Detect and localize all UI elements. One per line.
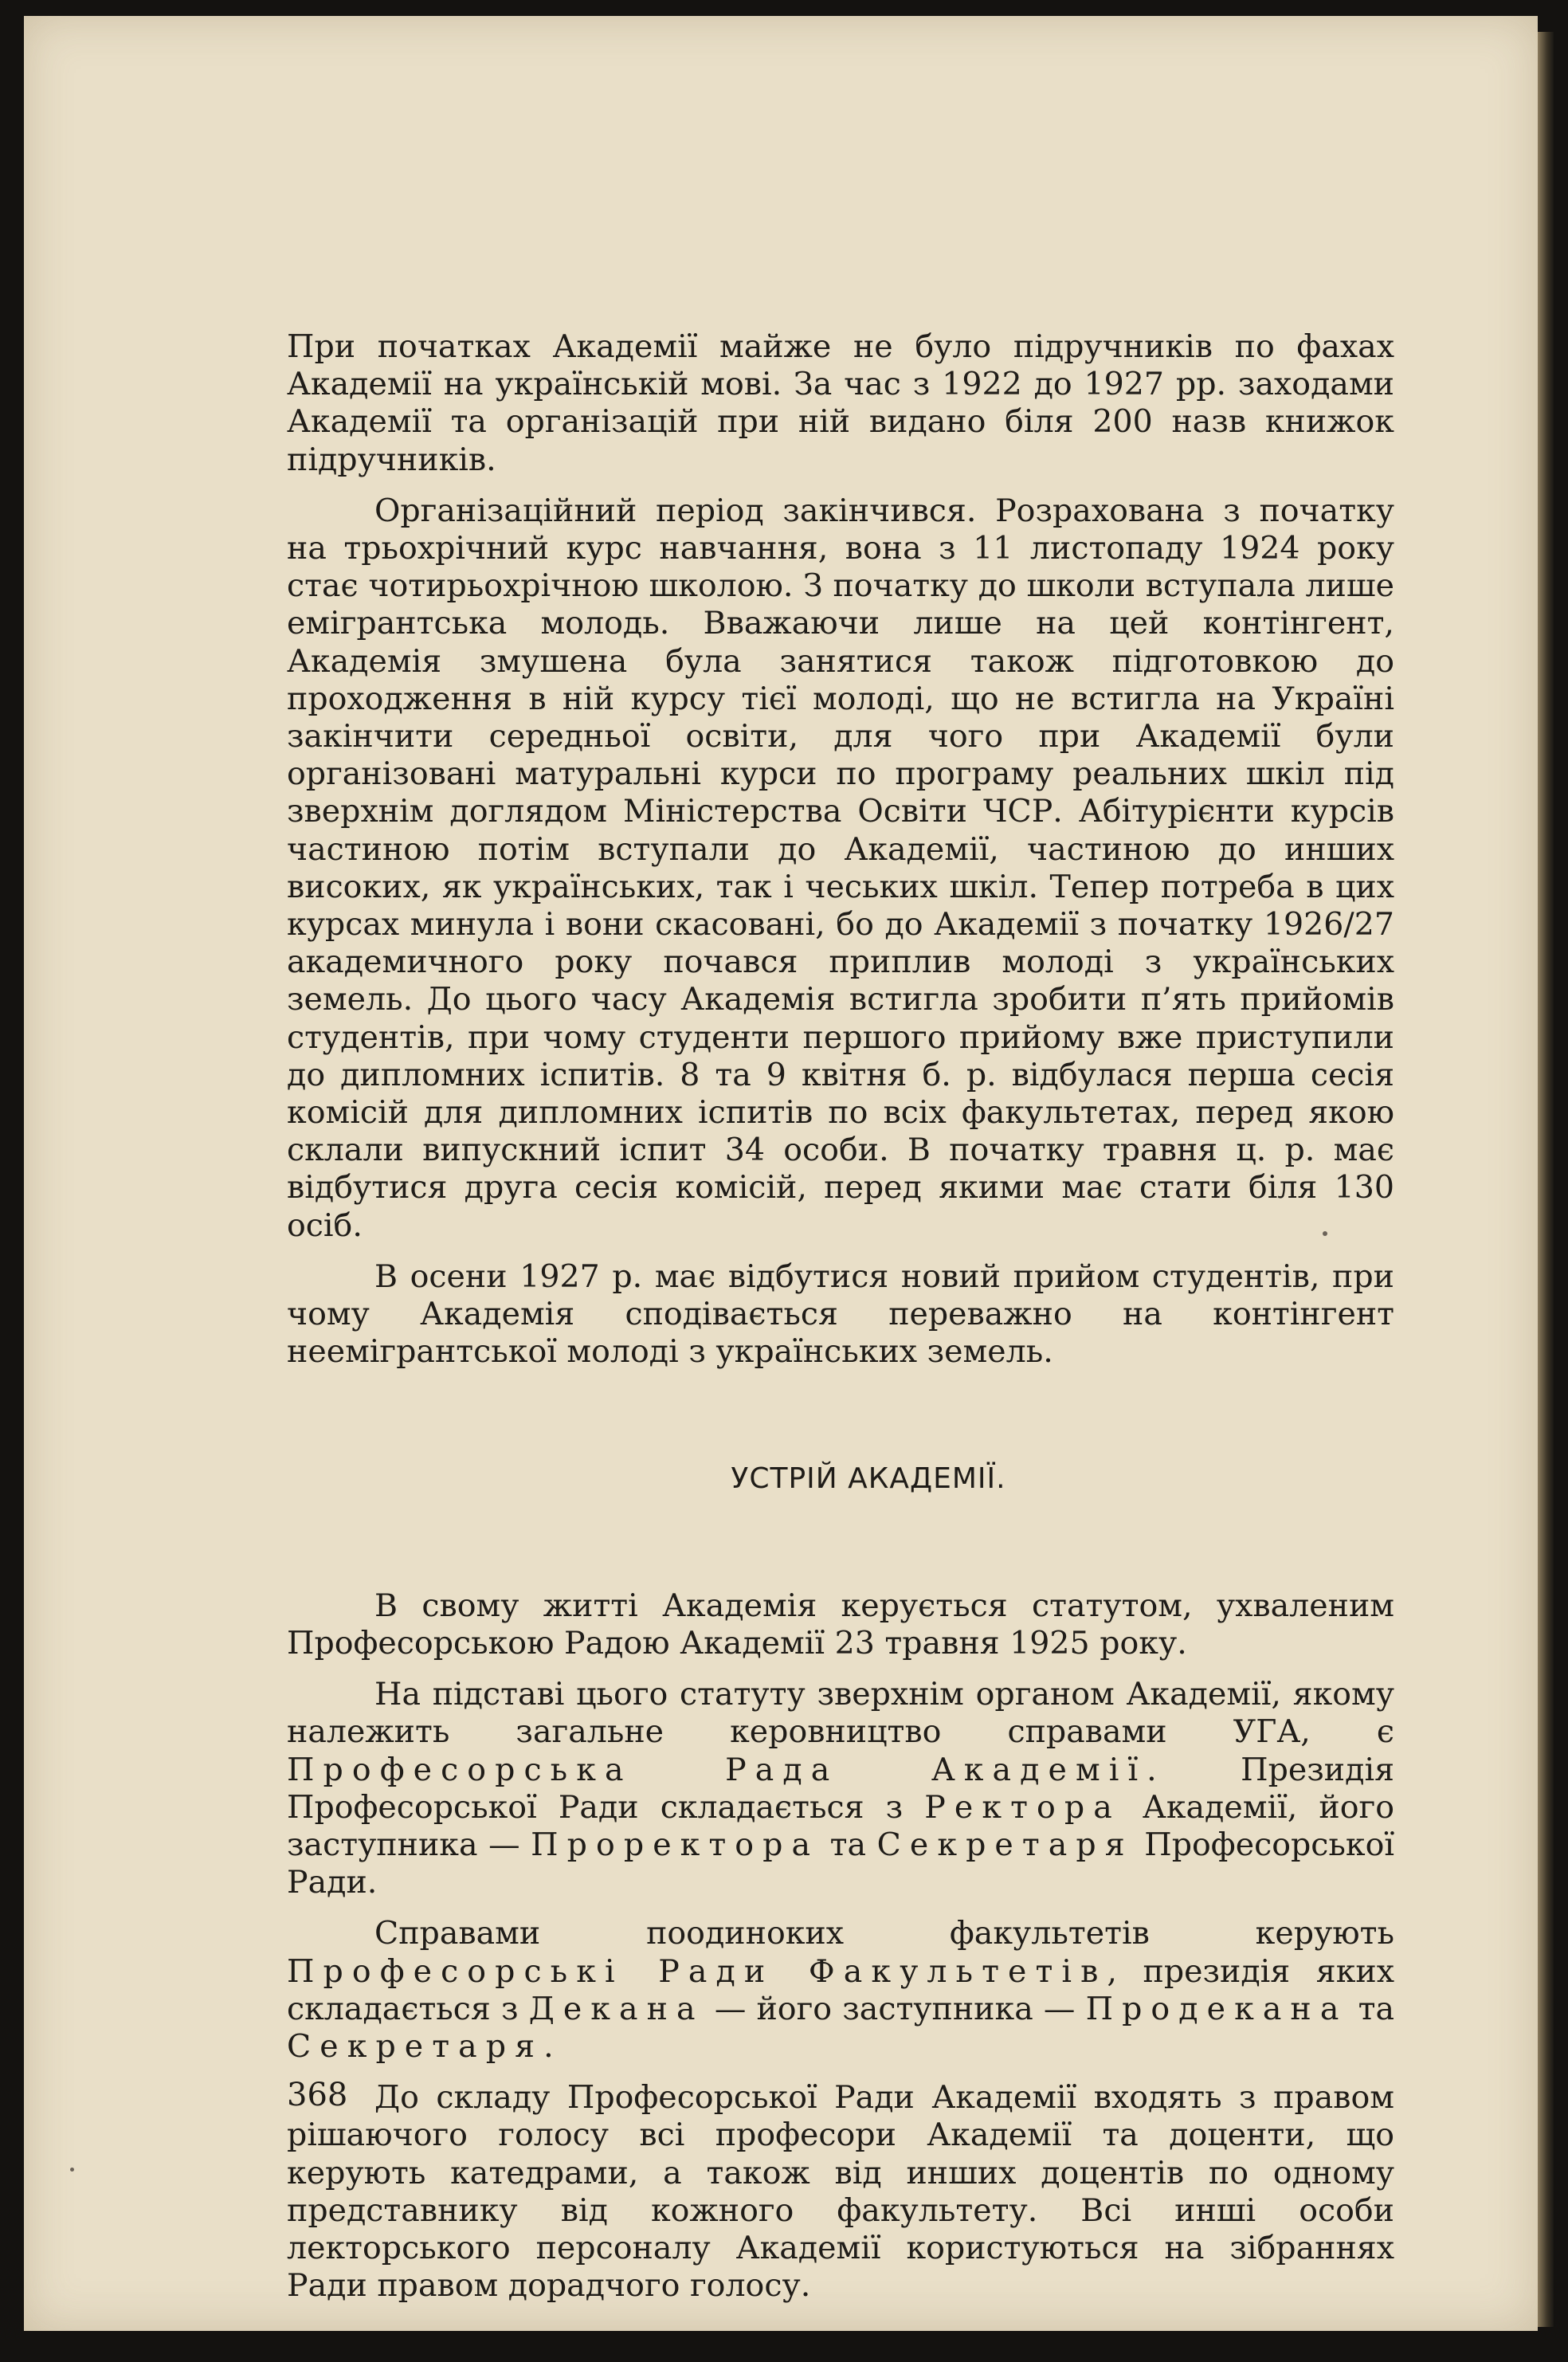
p6-spaced-1: Професорські Ради Факультетів — [287, 1952, 1107, 1990]
p5-text-1: На підставі цього статуту зверхнім органом Академії, якому належить загальне керовництво справами УГА, є — [287, 1676, 1394, 1751]
p6-text-4: та — [1347, 1990, 1394, 2027]
p6-spaced-3: Продекана — [1085, 1990, 1348, 2027]
p6-text-1: Справами поодиноких факультетів керують — [374, 1915, 1394, 1952]
page-number: 368 — [287, 2077, 348, 2113]
paragraph-4: В свому житті Академія керується статутом, ухваленим Професорською Радою Академії 23 травня 1925 року. — [287, 1587, 1394, 1662]
paragraph-7: До складу Професорської Ради Академії входять з правом рішаючого голосу всі професори Академії та доценти, що керують катедрами, а також від инших доцентів по одному представнику від кожного факультету. Всі инші особи лекторського персоналу Академії користуються на зібраннях Ради правом дорадчого голосу. — [287, 2079, 1394, 2305]
p6-spaced-2: Декана — [528, 1990, 704, 2027]
p6-text-2: , президія яких складається з — [287, 1952, 1394, 2027]
paragraph-5 — [287, 1676, 1394, 1901]
paragraph-6 — [287, 1915, 1394, 2066]
p5-spaced-4: Секретаря — [876, 1826, 1134, 1863]
p5-text-2: . Президія Професорської Ради складається з — [287, 1751, 1394, 1826]
ink-speck — [1323, 1231, 1327, 1236]
paragraph-2: Організаційний період закінчився. Розрахована з початку на трьохрічний курс навчання, вона з 11 листопаду 1924 року стає чотирьохрічною школою. З початку до школи вступала лише емігрантська молодь. Вважаючи лише на цей контінгент, Академія змушена була занятися також підготовкою до проходження в ній курсу тієї молоді, що не встигла на Україні закінчити середньої освіти, для чого при Академії були організовані матуральні курси по програму реальних шкіл під зверхнім доглядом Міністерства Освіти ЧСР. Абітурієнти курсів частиною потім вступали до Академії, частиною до инших високих, як українських, так і чеських шкіл. Тепер потреба в цих курсах минула і вони скасовані, бо до Академії з початку 1926/27 академичного року почався приплив молоді з українських земель. До цього часу Академія встигла зробити п’ять прийомів студентів, при чому студенти першого прийому вже приступили до дипломних іспитів. 8 та 9 квітня б. р. відбулася перша сесія комісій для дипломних іспитів по всіх факультетах, перед якою склали випускний іспит 34 особи. В початку травня ц. р. має відбутися друга сесія комісій, перед якими має стати біля 130 осіб. — [287, 492, 1394, 1244]
p6-text-3: — його заступника — — [704, 1990, 1086, 2027]
p5-text-3: Академії, його заступника — — [287, 1788, 1394, 1863]
p5-spaced-3: Проректора — [531, 1826, 820, 1863]
section-heading: УСТРІЙ АКАДЕМІЇ. — [731, 1462, 1006, 1496]
p5-spaced-2: Ректора — [924, 1788, 1121, 1826]
page-edge-shadow — [1538, 32, 1554, 2327]
p6-text-5: . — [543, 2027, 554, 2065]
p5-spaced-1: Професорська Рада Академії — [287, 1751, 1147, 1788]
paragraph-1: При початках Академії майже не було підручників по фахах Академії на українській мові. За час з 1922 до 1927 рр. заходами Академії та організацій при ній видано біля 200 назв книжок підручників. — [287, 328, 1394, 478]
book-page — [24, 16, 1538, 2331]
p6-spaced-4: Секретаря — [287, 2027, 544, 2065]
p5-text-5: Професорської Ради. — [287, 1826, 1395, 1901]
body-text — [287, 328, 1394, 2318]
paragraph-3: В осени 1927 р. має відбутися новий прийом студентів, при чому Академія сподівається переважно на контінгент неемігрантської молоді з українських земель. — [287, 1258, 1394, 1371]
p5-text-4: та — [819, 1826, 877, 1863]
ink-speck — [70, 2168, 74, 2172]
